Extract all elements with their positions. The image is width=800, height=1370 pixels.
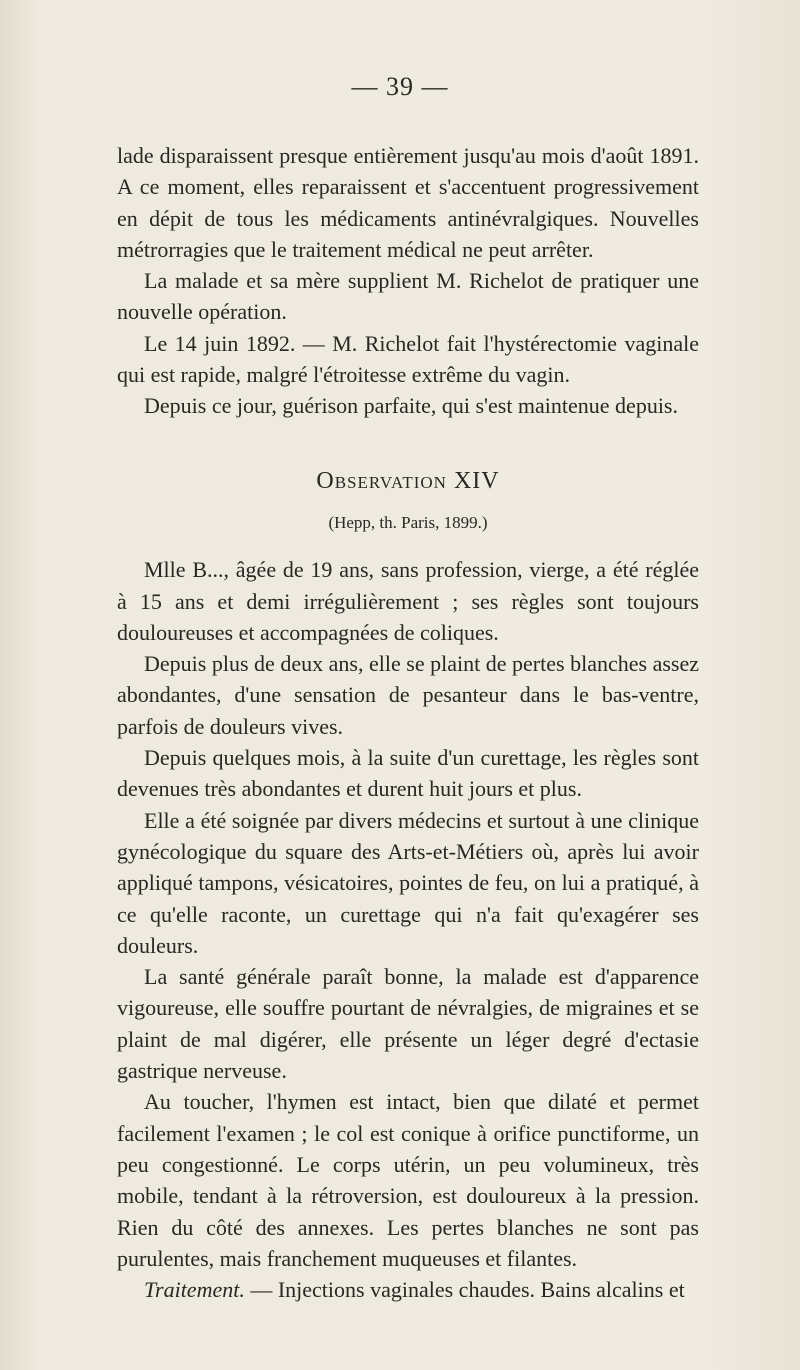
paragraph: Depuis quelques mois, à la suite d'un curettage, les règles sont devenues très abondantes et durent huit jours et plus. (117, 745, 699, 802)
paragraph: La malade et sa mère supplient M. Richelot de pratiquer une nouvelle opération. (117, 268, 699, 325)
treatment-paragraph (117, 1274, 699, 1305)
page-number: — 39 — (351, 72, 449, 101)
page-body (117, 140, 699, 1305)
paragraph: Depuis plus de deux ans, elle se plaint de pertes blanches assez abondantes, d'une sensation de pesanteur dans le bas-ventre, parfois de douleurs vives. (117, 651, 699, 739)
treatment-text: — Injections vaginales chaudes. Bains alcalins et (244, 1277, 685, 1303)
observation-source: (Hepp, th. Paris, 1899.) (328, 512, 488, 532)
treatment-label: Traitement. (144, 1277, 245, 1303)
paragraph: Depuis ce jour, guérison parfaite, qui s'est maintenue depuis. (144, 393, 678, 419)
paragraph: La santé générale paraît bonne, la malade est d'apparence vigoureuse, elle souffre pourtant de névralgies, de migraines et se plaint de mal digérer, elle présente un léger degré d'ectasie gastrique nerveuse. (117, 964, 699, 1084)
observation-heading: Observation XIV (316, 467, 500, 494)
paragraph: Le 14 juin 1892. — M. Richelot fait l'hystérectomie vaginale qui est rapide, malgré l'étroitesse extrême du vagin. (117, 330, 699, 388)
paragraph: Au toucher, l'hymen est intact, bien que dilaté et permet facilement l'examen ; le col est conique à orifice punctiforme, un peu congestionné. Le corps utérin, un peu volumineux, très mobile, tendant à la rétroversion, est douloureux à la pression. Rien du côté des annexes. Les pertes blanches ne sont pas purulentes, mais franchement muqueuses et filantes. (117, 1089, 699, 1271)
paragraph-continuation: lade disparaissent presque entièrement jusqu'au mois d'août 1891. A ce moment, elles reparaissent et s'accentuent progressivement en dépit de tous les médicaments antinévralgiques. Nouvelles métrorragies que le traitement médical ne peut arrêter. (117, 143, 699, 262)
paragraph: Elle a été soignée par divers médecins et surtout à une clinique gynécologique du square des Arts-et-Métiers où, après lui avoir appliqué tampons, vésicatoires, pointes de feu, on lui a pratiqué, à ce qu'elle raconte, un curettage qui n'a fait qu'exagérer ses douleurs. (117, 807, 699, 958)
paragraph: Mlle B..., âgée de 19 ans, sans profession, vierge, a été réglée à 15 ans et demi irrégulièrement ; ses règles sont toujours douloureuses et accompagnées de coliques. (117, 557, 699, 645)
